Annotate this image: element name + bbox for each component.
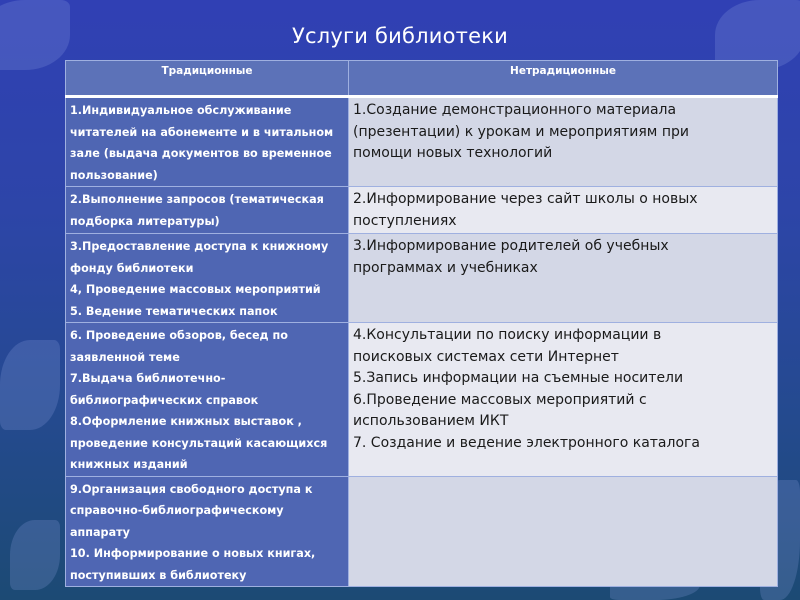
traditional-cell: 2.Выполнение запросов (тематическая подборка литературы) <box>66 187 349 234</box>
column-header-traditional: Традиционные <box>66 61 349 97</box>
table-row <box>66 323 778 477</box>
nontraditional-cell: 2.Информирование через сайт школы о новых поступлениях <box>349 187 778 234</box>
nontraditional-cell: 1.Создание демонстрационного материала (презентации) к урокам и мероприятиям при помощи новых технологий <box>349 97 778 187</box>
traditional-cell: 1.Индивидуальное обслуживание читателей на абонементе и в читальном зале (выдача документов во временное пользование) <box>66 97 349 187</box>
decorative-leaf <box>0 340 60 430</box>
slide-title: Услуги библиотеки <box>292 24 508 48</box>
column-header-nontraditional: Нетрадиционные <box>349 61 778 97</box>
traditional-cell: 9.Организация свободного доступа к справочно-библиографическому аппарату 10. Информирование о новых книгах, поступивших в библиотеку <box>66 476 349 587</box>
table-header-row <box>66 61 778 97</box>
traditional-cell: 6. Проведение обзоров, бесед по заявленной теме 7.Выдача библиотечно- библиографических справок 8.Оформление книжных выставок , проведение консультаций касающихся книжных изданий <box>66 323 349 477</box>
nontraditional-cell-empty <box>349 476 778 587</box>
table-row <box>66 476 778 587</box>
table-row <box>66 187 778 234</box>
nontraditional-cell: 4.Консультации по поиску информации в поисковых системах сети Интернет 5.Запись информации на съемные носители 6.Проведение массовых мероприятий с использованием ИКТ 7. Создание и ведение электронного каталога <box>349 323 778 477</box>
table-row <box>66 97 778 187</box>
table-row <box>66 234 778 323</box>
traditional-cell: 3.Предоставление доступа к книжному фонду библиотеки 4, Проведение массовых мероприятий 5. Ведение тематических папок <box>66 234 349 323</box>
nontraditional-cell: 3.Информирование родителей об учебных программах и учебниках <box>349 234 778 323</box>
services-table <box>65 60 778 587</box>
decorative-leaf <box>10 520 60 590</box>
